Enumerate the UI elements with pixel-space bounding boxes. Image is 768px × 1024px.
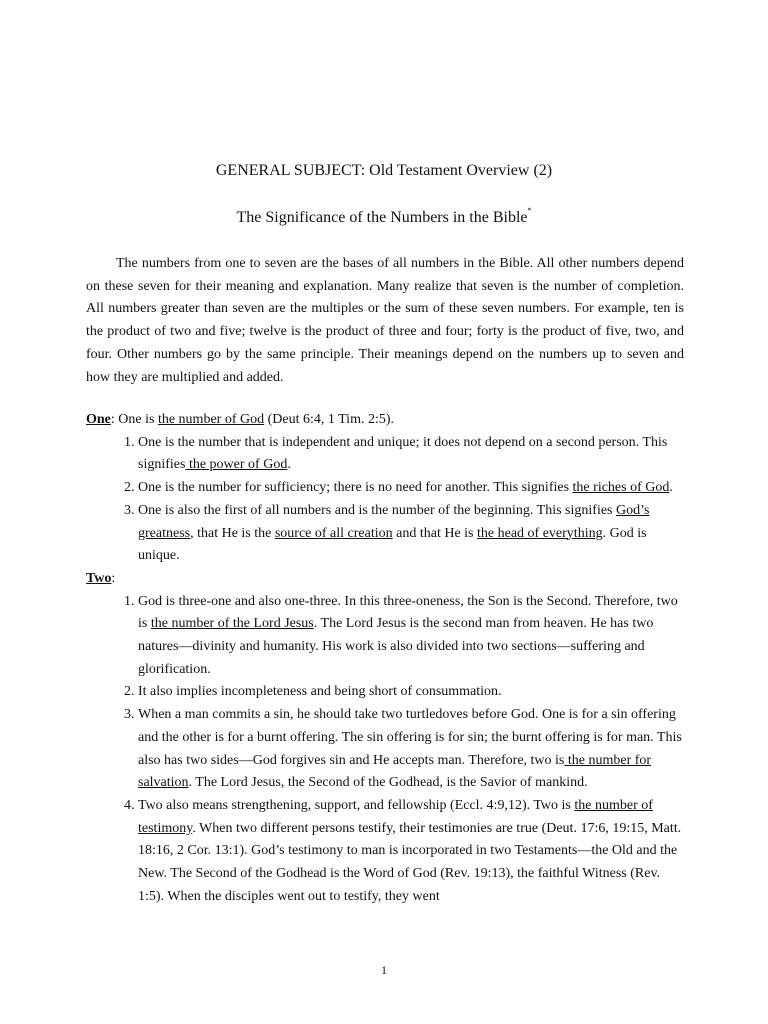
one-item3-b: , that He is the xyxy=(190,525,275,541)
section-one-list xyxy=(86,432,686,568)
list-item xyxy=(138,795,686,909)
section-two-label: Two xyxy=(86,570,112,586)
one-item2-underline: the riches of God xyxy=(572,480,670,496)
two-item1-b: . The Lord Jesus is the second man from heaven. He has two natures—divinity and humanity. His work is also divided into two sections—suffering and glorification. xyxy=(138,616,654,677)
one-item3-underline-3: the head of everything xyxy=(477,525,603,541)
document-title xyxy=(0,206,768,227)
two-item1-a: God is three-one and also one-three. In this three-oneness, the Son is the Second. Therefore, two is xyxy=(138,593,678,632)
section-two-list xyxy=(86,591,686,909)
one-item3-c: and that He is xyxy=(392,525,478,541)
two-item4-a: Two also means strengthening, support, and fellowship (Eccl. 4:9,12). Two is xyxy=(138,797,575,813)
list-item xyxy=(138,477,686,500)
one-item2-a: One is the number for sufficiency; there is no need for another. This signifies xyxy=(138,480,573,496)
two-item4-b: . When two different persons testify, their testimonies are true (Deut. 17:6, 19:15, Matt. 18:16, 2 Cor. 13:1). God’s testimony to man is incorporated in two Testaments—the Old and the New. The Second of the Godhead is the Word of God (Rev. 19:13), the faithful Witness (Rev. 1:5). When the disciples went out to testify, they went xyxy=(138,820,682,904)
section-one-heading xyxy=(86,409,686,432)
section-two-colon: : xyxy=(111,570,116,586)
section-one-lead-b: (Deut 6:4, 1 Tim. 2:5). xyxy=(264,412,395,427)
general-subject-heading: GENERAL SUBJECT: Old Testament Overview (2) xyxy=(215,162,553,179)
list-item xyxy=(138,704,686,795)
list-item xyxy=(138,591,686,682)
one-item2-b: . xyxy=(669,480,673,496)
section-one-lead-a: : One is xyxy=(110,412,158,427)
one-item3-underline-2: source of all creation xyxy=(274,525,393,541)
two-item3-underline: the number for salvation xyxy=(138,752,652,791)
two-item2: It also implies incompleteness and being short of consummation. xyxy=(138,684,502,700)
list-item xyxy=(138,681,686,704)
section-two-heading xyxy=(86,568,686,591)
page-number: 1 xyxy=(381,963,387,977)
section-one-lead-underline: the number of God xyxy=(157,412,265,427)
intro-paragraph: The numbers from one to seven are the bases of all numbers in the Bible. All other numbers depend on these seven for their meaning and explanation. Many realize that seven is the number of completion. All numbers greater than seven are the multiples or the sum of these seven numbers. For example, ten is the product of two and five; twelve is the product of three and four; forty is the product of five, two, and four. Other numbers go by the same principle. Their meanings depend on the numbers up to seven and how they are multiplied and added. xyxy=(86,256,684,385)
two-item3-a: When a man commits a sin, he should take two turtledoves before God. One is for a sin offering and the other is for a burnt offering. The sin offering is for sin; the burnt offering is for man. This also has two sides—God forgives sin and He accepts man. Therefore, two is xyxy=(138,707,682,768)
list-item xyxy=(138,500,686,568)
numbers-sections xyxy=(86,409,686,908)
two-item1-underline: the number of the Lord Jesus xyxy=(150,616,314,632)
section-one-label: One xyxy=(86,412,111,427)
title-text: The Significance of the Numbers in the Bible xyxy=(236,209,528,226)
one-item3-a: One is also the first of all numbers and is the number of the beginning. This signifies xyxy=(138,502,616,518)
one-item1-underline: the power of God xyxy=(185,457,288,473)
one-item3-d: . God is unique. xyxy=(138,525,647,564)
footnote-mark: * xyxy=(527,206,532,215)
two-item3-b: . The Lord Jesus, the Second of the Godhead, is the Savior of mankind. xyxy=(188,775,588,791)
one-item3-underline-1: God’s greatness xyxy=(138,502,650,541)
one-item1-b: . xyxy=(287,457,291,473)
list-item xyxy=(138,432,686,477)
two-item4-underline: the number of testimony xyxy=(138,797,653,836)
one-item1-a: One is the number that is independent and unique; it does not depend on a second person. This signifies xyxy=(138,434,668,473)
